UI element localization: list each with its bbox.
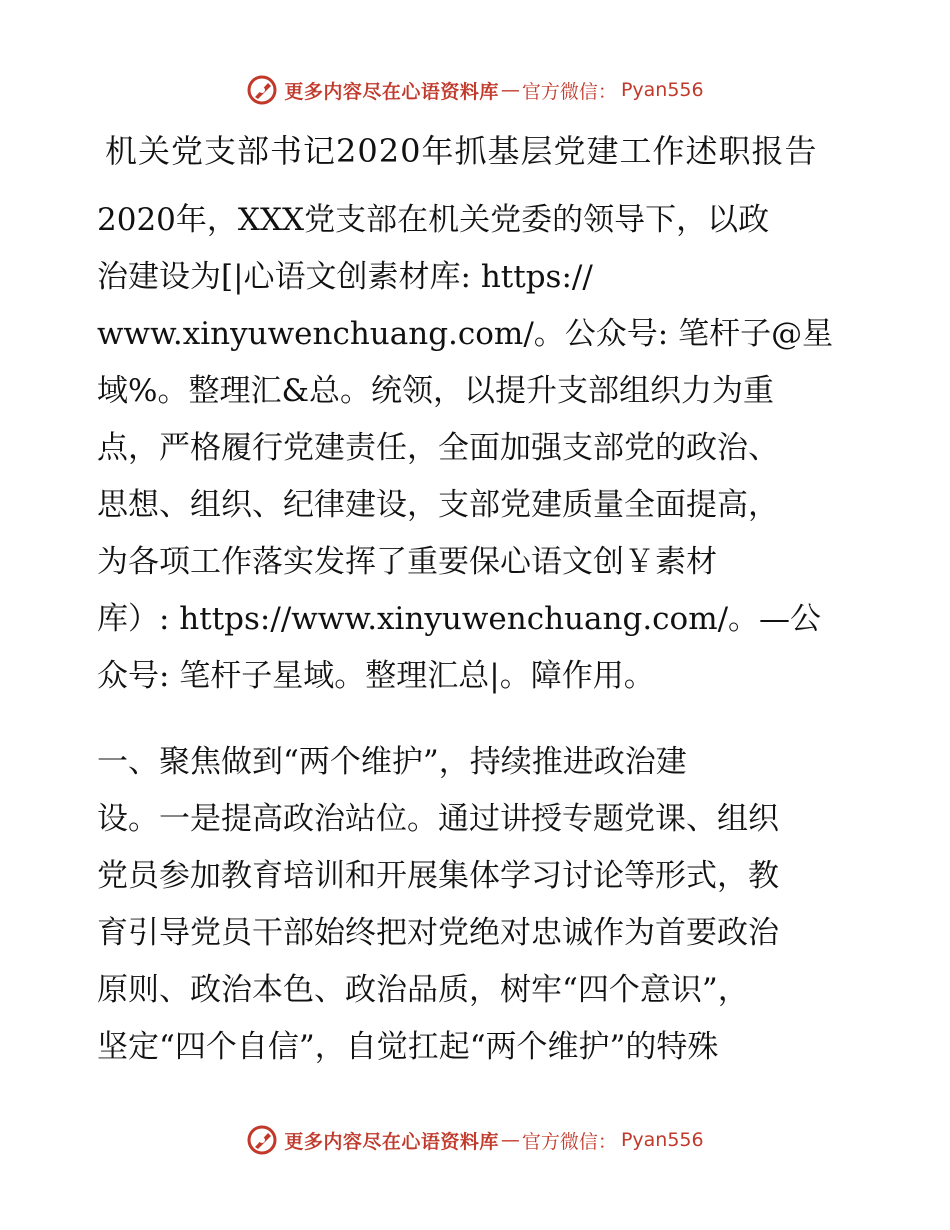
paragraph-section-one [97,734,857,1076]
text-line: 原则、政治本色、政治品质，树牢“四个意识”， [97,972,749,1008]
text-line: www.xinyuwenchuang.com/。公众号: 笔杆子@星 [97,316,834,352]
banner-slogan: 更多内容尽在心语资料库 [284,1130,499,1153]
logo-icon [246,1124,278,1156]
text-line: 思想、组织、纪律建设，支部党建质量全面提高， [97,487,779,523]
text-line: 坚定“四个自信”，自觉扛起“两个维护”的特殊 [97,1029,719,1065]
text-line: 众号: 笔杆子星域。整理汇总|。障作用。 [97,658,655,694]
banner-wechat-id: Pyan556 [620,1129,704,1151]
text-line: 域%。整理汇&总。统领，以提升支部组织力为重 [97,373,775,409]
text-line: 点，严格履行党建责任，全面加强支部党的政治、 [97,430,779,466]
text-line: 设。一是提高政治站位。通过讲授专题党课、组织 [97,801,779,837]
footer-banner [0,1120,950,1160]
text-line: 治建设为[|心语文创素材库: https:// [97,259,593,295]
text-line: 一、聚焦做到“两个维护”，持续推进政治建 [97,744,687,780]
banner-wechat-label: 官方微信： [521,80,617,103]
header-banner [0,70,950,110]
text-line: 党员参加教育培训和开展集体学习讨论等形式，教 [97,858,779,894]
banner-separator: — [500,1129,520,1151]
text-line: 库）: https://www.xinyuwenchuang.com/。—公 [97,601,822,637]
banner-wechat-id: Pyan556 [620,79,704,101]
banner-wechat-label: 官方微信： [521,1130,617,1153]
paragraph-intro [97,192,857,705]
banner-separator: — [500,79,520,101]
text-line: 2020年，XXX党支部在机关党委的领导下，以政 [97,202,770,238]
document-title: 机关党支部书记2020年抓基层党建工作述职报告 [105,132,818,170]
logo-icon [246,74,278,106]
text-line: 育引导党员干部始终把对党绝对忠诚作为首要政治 [97,915,779,951]
banner-slogan: 更多内容尽在心语资料库 [284,80,499,103]
text-line: 为各项工作落实发挥了重要保心语文创￥素材 [97,544,717,580]
